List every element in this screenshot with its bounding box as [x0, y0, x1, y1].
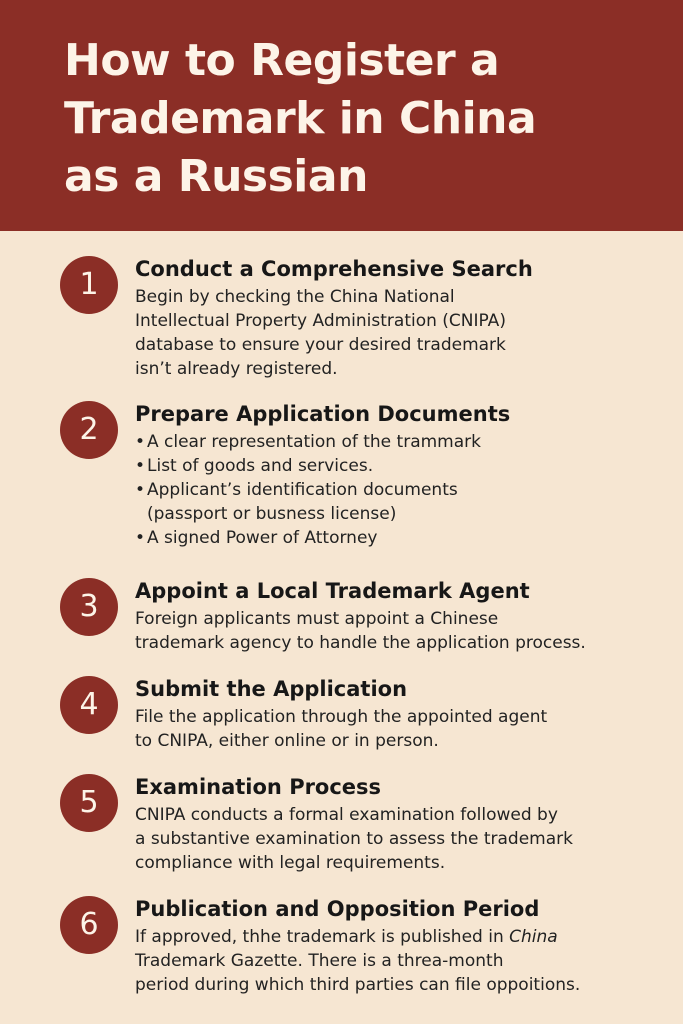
step-description-line: Begin by checking the China National: [135, 287, 455, 307]
step-5: [0, 774, 683, 884]
step-title: Conduct a Comprehensive Search: [135, 257, 533, 281]
step-description-text: If approved, thhe trademark is published in: [135, 927, 510, 947]
document-checklist: [135, 430, 675, 550]
step-description: [135, 925, 675, 997]
step-description-line: a substantive examination to assess the trademark: [135, 829, 573, 849]
checklist-item: [135, 526, 675, 550]
step-3: [0, 578, 683, 660]
step-description-line: [135, 925, 675, 949]
step-description-line: Foreign applicants must appoint a Chinese: [135, 609, 499, 629]
step-number-badge: 4: [60, 676, 118, 734]
step-description: [135, 705, 675, 753]
step-description-line: isn’t already registered.: [135, 359, 338, 379]
step-description: [135, 803, 675, 875]
step-number-badge: 2: [60, 401, 118, 459]
checklist-item: [135, 430, 675, 454]
step-4: [0, 676, 683, 758]
step-description-line: Trademark Gazette. There is a threa-month: [135, 951, 504, 971]
step-title: Examination Process: [135, 775, 382, 799]
step-description: [135, 285, 675, 381]
checklist-item: [135, 454, 675, 478]
step-number-badge: 3: [60, 578, 118, 636]
step-number-badge: 1: [60, 256, 118, 314]
step-description-line: Intellectual Property Administration (CNIPA): [135, 311, 506, 331]
checklist-item-text: • List of goods and services.: [147, 456, 374, 476]
step-6: [0, 896, 683, 1006]
step-description-line: to CNIPA, either online or in person.: [135, 731, 439, 751]
step-description-line: CNIPA conducts a formal examination followed by: [135, 805, 558, 825]
checklist-item-text: • A clear representation of the trammark: [147, 432, 481, 452]
step-description-line: File the application through the appointed agent: [135, 707, 548, 727]
step-title: Submit the Application: [135, 677, 408, 701]
step-number-badge: 6: [60, 896, 118, 954]
checklist-item-text: • Applicant’s identification documents (passport or busness license): [147, 480, 458, 524]
checklist-item-text: • A signed Power of Attorney: [147, 528, 378, 548]
step-title: Prepare Application Documents: [135, 402, 511, 426]
step-description-line: period during which third parties can file oppoitions.: [135, 975, 581, 995]
step-title: Publication and Opposition Period: [135, 897, 540, 921]
step-description-line: compliance with legal requirements.: [135, 853, 446, 873]
step-description-line: database to ensure your desired trademark: [135, 335, 506, 355]
checklist-item: [135, 478, 675, 526]
step-2: [0, 401, 683, 571]
step-description: [135, 607, 675, 655]
step-title: Appoint a Local Trademark Agent: [135, 579, 530, 603]
step-number-badge: 5: [60, 774, 118, 832]
publication-name-italic: China: [509, 927, 558, 947]
step-1: [0, 256, 683, 396]
step-description-line: trademark agency to handle the application process.: [135, 633, 586, 653]
page-title: How to Register a Trademark in China as a Russian: [64, 35, 537, 202]
